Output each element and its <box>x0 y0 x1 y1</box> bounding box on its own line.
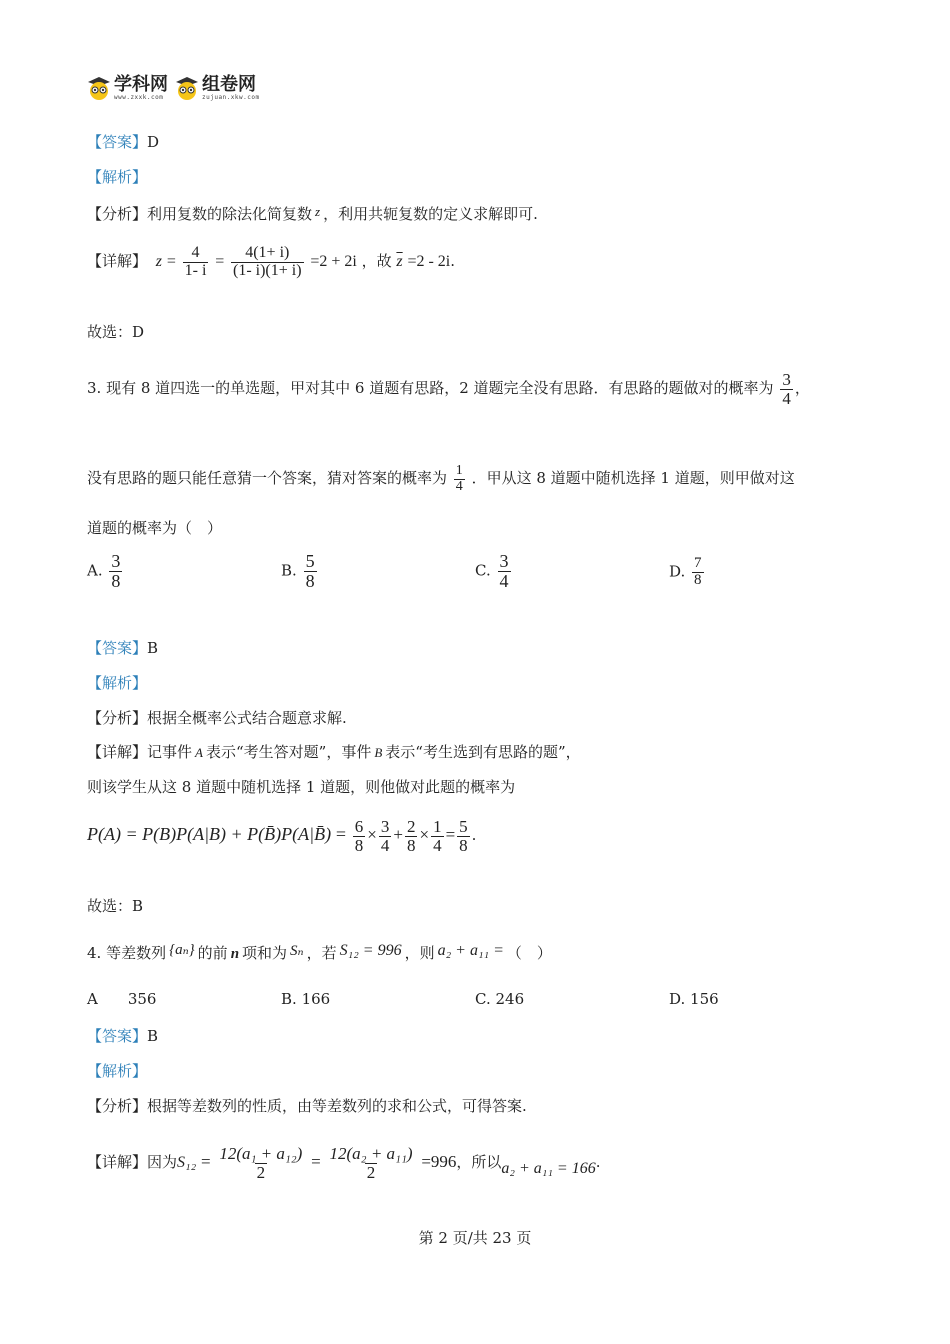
q3-stem-frac1 <box>780 371 793 408</box>
q3-detail-A: A <box>195 745 203 760</box>
frac-num: 5 <box>459 816 468 836</box>
q2-fenxi-line <box>87 201 538 225</box>
q3-answer: B <box>147 639 159 657</box>
q3-option-c <box>475 552 513 591</box>
frac-num: 1 <box>433 816 442 836</box>
q3-detail-line2: 则该学生从这 8 道题中随机选择 1 道题，则他做对此题的概率为 <box>87 778 516 796</box>
q4-detail-final: a₂ + a₁₁ = 166 <box>501 1160 596 1177</box>
q4-fenxi-line <box>87 1095 527 1117</box>
logo-zxxk-url: www.zxxk.com <box>114 93 164 101</box>
q2-detail-res: =2 + 2i <box>310 253 357 270</box>
q3-stem-line3: 道题的概率为（ ） <box>87 519 223 537</box>
option-frac <box>498 552 511 591</box>
q2-f2-den: (1- i)(1+ i) <box>233 261 302 279</box>
xiangjie-label: 【详解】 <box>87 743 148 761</box>
analysis-label: 【解析】 <box>87 674 148 692</box>
q3-detail-line1 <box>87 741 581 764</box>
q2-fenxi-a: 利用复数的除法化简复数 <box>147 205 313 223</box>
option-value: 356 <box>127 990 157 1008</box>
option-num: 3 <box>111 551 121 571</box>
option-num: 3 <box>499 551 509 571</box>
q4-stem-n: n <box>230 946 240 962</box>
option-letter: A <box>87 990 98 1008</box>
q2-choice-line: 故选：D <box>87 323 145 341</box>
q3-stem-line2 <box>87 452 795 504</box>
frac-num: 12(a₁ + a₁₂) <box>219 1143 303 1163</box>
q3-stem-line1 <box>87 358 810 418</box>
option-den: 8 <box>111 570 121 591</box>
option-letter: B. <box>281 990 297 1008</box>
xiangjie-label: 【详解】 <box>87 252 148 270</box>
frac-den: 8 <box>406 835 416 855</box>
q4-detail-res: =996 <box>421 1152 457 1171</box>
q3-option-d <box>669 556 706 589</box>
q2-detail-line <box>87 236 455 286</box>
q4-stem-sum: a₂ + a₁₁ = <box>437 942 504 959</box>
option-frac <box>109 552 122 591</box>
q3-plus: + <box>393 825 403 844</box>
q4-detail-S12: S₁₂ <box>177 1154 197 1171</box>
q2-f1-den: 1- i <box>184 261 207 279</box>
frac-den: 4 <box>380 835 390 855</box>
q3-times1: × <box>367 825 377 844</box>
fenxi-label: 【分析】 <box>87 1097 148 1115</box>
q3-option-b <box>281 552 319 591</box>
q4-option-c <box>475 990 524 1008</box>
q3-detail-a: 记事件 <box>147 743 193 761</box>
q2-detail-frac1 <box>183 245 209 280</box>
q3-choice-line: 故选：B <box>87 897 144 915</box>
q3-formula-frac-b <box>379 818 392 855</box>
q3-stem-a: 3. 现有 8 道四选一的单选题，甲对其中 6 道题有思路，2 道题完全没有思路．有思路的题做对的概率为 <box>87 379 774 397</box>
q3-fenxi-line <box>87 707 347 729</box>
q3-formula-frac-c <box>405 818 418 855</box>
q2-detail-eq2: = <box>215 253 225 270</box>
q3-sf2-den: 4 <box>455 478 463 494</box>
option-value: 166 <box>301 990 331 1008</box>
option-letter: D. <box>669 990 686 1008</box>
analysis-label: 【解析】 <box>87 1062 148 1080</box>
q3-detail-B: B <box>374 745 383 760</box>
q4-stem-f: （ ） <box>506 944 552 962</box>
answer-label: 【答案】 <box>87 133 148 151</box>
q3-formula-frac-d <box>431 818 444 855</box>
q3-fenxi: 根据全概率公式结合题意求解. <box>147 709 347 727</box>
q4-stem-Sn: Sₙ <box>290 943 304 959</box>
q3-stem-c: 没有思路的题只能任意猜一个答案，猜对答案的概率为 <box>87 469 448 487</box>
owl-mascot-icon <box>174 75 200 101</box>
q4-option-a <box>87 990 156 1008</box>
q2-fenxi-b: ，利用共轭复数的定义求解即可. <box>323 205 538 223</box>
q3-sf1-den: 4 <box>782 388 791 408</box>
q2-detail-eq1: = <box>166 253 176 270</box>
q4-detail-eq1: = <box>200 1152 211 1171</box>
q4-stem-seq: {aₙ} <box>169 942 195 958</box>
q4-fenxi: 根据等差数列的性质，由等差数列的求和公式，可得答案. <box>147 1097 527 1115</box>
option-num: 5 <box>305 551 315 571</box>
q3-option-a <box>87 552 124 591</box>
q4-stem-c: 项和为 <box>242 944 288 962</box>
frac-num: 3 <box>380 816 390 836</box>
frac-den: 8 <box>354 835 364 855</box>
q2-detail-frac2 <box>231 245 304 280</box>
option-value: 246 <box>495 990 525 1008</box>
q4-option-b <box>281 990 330 1008</box>
option-den: 8 <box>694 571 702 588</box>
option-frac <box>692 556 704 589</box>
q2-detail-z: z <box>155 253 163 270</box>
q4-answer-line <box>87 1025 158 1047</box>
q3-stem-frac2 <box>454 464 465 494</box>
q4-answer: B <box>147 1027 159 1045</box>
frac-den: 4 <box>433 835 442 855</box>
q2-detail-mid: ，故 <box>361 252 392 270</box>
answer-label: 【答案】 <box>87 639 148 657</box>
q3-eq2: = <box>445 825 456 844</box>
q4-detail-a: 因为 <box>147 1153 178 1171</box>
q2-answer-line <box>87 131 159 153</box>
q2-fenxi-var: z <box>315 204 321 219</box>
option-letter: C. <box>475 990 491 1008</box>
q4-detail-frac2 <box>328 1145 415 1182</box>
option-den: 4 <box>499 570 509 591</box>
q2-detail-conj: $\overline{z}$ <box>396 253 403 270</box>
q3-sf2-num: 1 <box>455 462 463 478</box>
option-letter: C. <box>475 561 491 580</box>
q3-formula-frac-a <box>353 818 366 855</box>
option-frac <box>304 552 317 591</box>
option-letter: A. <box>87 561 103 580</box>
q4-detail-end: . <box>595 1153 601 1171</box>
logo-zxxk-text: 学科网 <box>114 73 168 95</box>
q3-formula-lhs: P(A) = P(B)P(A|B) + P(B̄)P(A|B̄) <box>87 824 332 844</box>
q4-option-d <box>669 990 719 1008</box>
q2-analysis-line <box>87 166 147 188</box>
q3-formula-eq: = <box>335 824 347 844</box>
frac-den: 2 <box>366 1162 376 1182</box>
q3-analysis-line <box>87 672 147 694</box>
frac-num: 12(a₂ + a₁₁) <box>329 1143 413 1163</box>
q4-detail-b: ，所以 <box>456 1153 502 1171</box>
answer-label: 【答案】 <box>87 1027 148 1045</box>
owl-mascot-icon <box>86 75 112 101</box>
q4-detail-frac1 <box>217 1145 304 1182</box>
q4-stem-e: ，则 <box>404 944 435 962</box>
analysis-label: 【解析】 <box>87 168 148 186</box>
q3-times2: × <box>419 825 430 844</box>
q3-formula-frac-e <box>457 818 470 855</box>
q4-analysis-line <box>87 1060 147 1082</box>
q3-detail-b: 表示“考生答对题”，事件 <box>205 743 372 761</box>
site-logo <box>86 70 260 106</box>
q4-stem-a: 4. 等差数列 <box>87 944 167 962</box>
q3-stem-d: ．甲从这 8 道题中随机选择 1 道题，则甲做对这 <box>471 469 795 487</box>
q3-stem-b-end: ， <box>794 379 810 397</box>
logo-zujuan-text: 组卷网 <box>202 73 256 95</box>
q3-answer-line <box>87 637 158 659</box>
xiangjie-label: 【详解】 <box>87 1153 148 1171</box>
option-value: 156 <box>690 990 719 1008</box>
q3-sf1-num: 3 <box>782 369 791 389</box>
q2-f1-num: 4 <box>191 243 200 261</box>
q4-stem-d: ，若 <box>306 944 337 962</box>
q2-f2-num: 4(1+ i) <box>245 243 290 261</box>
q3-formula-line <box>87 808 476 860</box>
fenxi-label: 【分析】 <box>87 709 148 727</box>
fenxi-label: 【分析】 <box>87 205 148 223</box>
option-letter: B. <box>281 561 297 580</box>
frac-num: 2 <box>406 816 416 836</box>
q2-detail-conj-res: =2 - 2i <box>407 253 451 270</box>
q4-stem-line <box>87 928 552 972</box>
frac-num: 6 <box>354 816 364 836</box>
option-den: 8 <box>305 570 315 591</box>
logo-zujuan-url: zujuan.xkw.com <box>202 93 260 101</box>
frac-den: 8 <box>459 835 468 855</box>
q4-detail-eq2: = <box>311 1152 321 1171</box>
option-letter: D. <box>669 562 686 581</box>
q4-detail-line <box>87 1134 600 1190</box>
q4-stem-b: 的前 <box>197 944 228 962</box>
option-num: 7 <box>694 555 702 571</box>
page-number: 第 2 页/共 23 页 <box>418 1229 532 1247</box>
q4-stem-S12: S₁₂ = 996 <box>339 942 402 959</box>
frac-den: 2 <box>256 1162 266 1182</box>
q2-answer: D <box>147 133 160 151</box>
q2-detail-end: . <box>450 252 456 270</box>
q3-formula-end: . <box>471 826 477 844</box>
q3-detail-c: 表示“考生选到有思路的题”， <box>385 743 581 761</box>
